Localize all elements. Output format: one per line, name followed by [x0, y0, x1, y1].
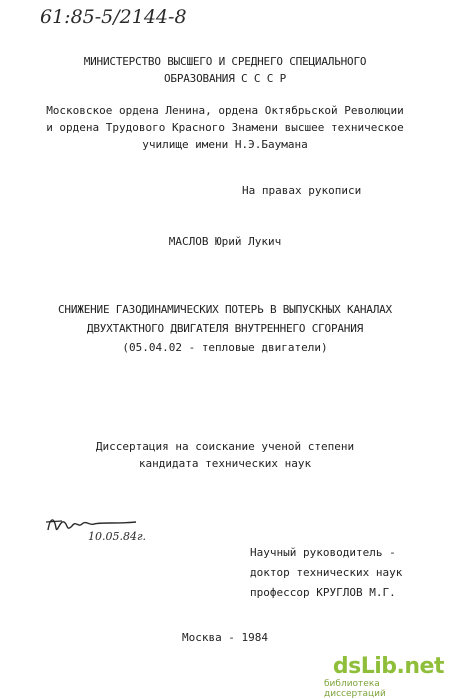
rights-note: На правах рукописи: [242, 184, 362, 197]
institution-line-1: Московское ордена Ленина, ордена Октябрьской Революции: [46, 104, 404, 117]
author-name: МАСЛОВ Юрий Лукич: [168, 235, 282, 248]
ministry-line-2: ОБРАЗОВАНИЯ С С С Р: [163, 72, 287, 85]
watermark-subtitle: библиотека диссертаций: [324, 679, 386, 699]
dissertation-line-1: Диссертация на соискание ученой степени: [95, 440, 355, 453]
supervisor-line-1: Научный руководитель -: [250, 546, 396, 559]
supervisor-line-3: профессор КРУГЛОВ М.Г.: [250, 586, 396, 599]
title-line-1: СНИЖЕНИЕ ГАЗОДИНАМИЧЕСКИХ ПОТЕРЬ В ВЫПУСКНЫХ КАНАЛАХ: [58, 303, 392, 316]
signature-date: 10.05.84г.: [88, 530, 147, 543]
institution-line-2: и ордена Трудового Красного Знамени высшее техническое: [46, 121, 404, 134]
title-line-2: ДВУХТАКТНОГО ДВИГАТЕЛЯ ВНУТРЕННЕГО СГОРАНИЯ: [86, 322, 364, 335]
dissertation-line-2: кандидата технических наук: [138, 457, 312, 470]
place-year: Москва - 1984: [181, 631, 269, 644]
watermark: [324, 654, 444, 699]
title-specialty: (05.04.02 - тепловые двигатели): [122, 341, 328, 354]
ministry-line-1: МИНИСТЕРСТВО ВЫСШЕГО И СРЕДНЕГО СПЕЦИАЛЬНОГО: [83, 55, 367, 68]
supervisor-line-2: доктор технических наук: [250, 566, 403, 579]
institution-line-3: училище имени Н.Э.Баумана: [142, 138, 308, 151]
archive-number: 61:85-5/2144-8: [40, 6, 187, 28]
watermark-logo: dsLib.net: [332, 654, 444, 679]
